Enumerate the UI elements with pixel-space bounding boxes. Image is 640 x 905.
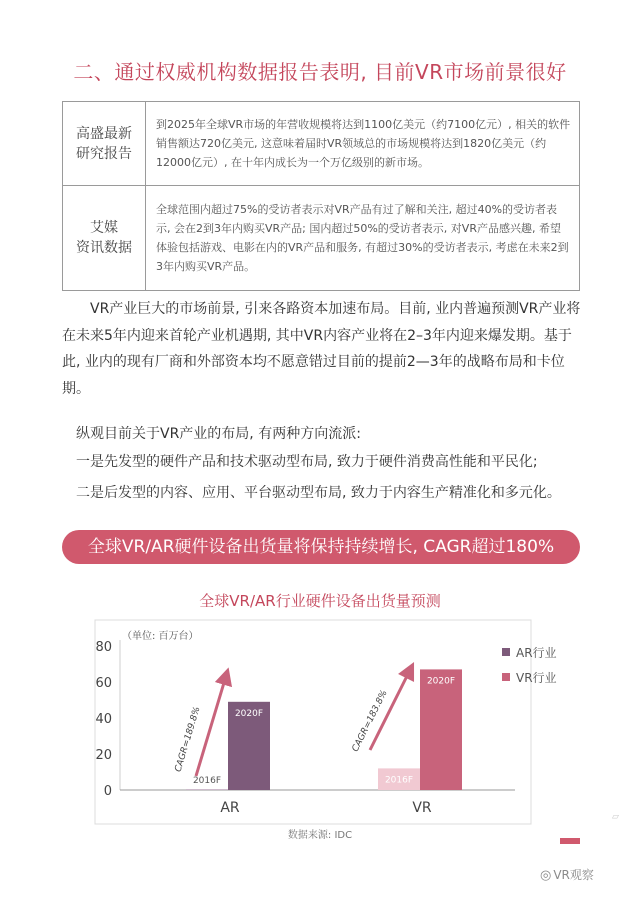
bar-label: 2020F xyxy=(426,676,456,687)
watermark xyxy=(540,866,594,883)
y-tick-label: 40 xyxy=(95,712,112,727)
headline-banner: 全球VR/AR硬件设备出货量将保持持续增长, CAGR超过180% xyxy=(62,530,580,564)
y-tick-label: 60 xyxy=(95,676,112,691)
source-name: 资讯数据 xyxy=(76,240,132,256)
cagr-label: CAGR=183.8% xyxy=(350,688,390,754)
chart-title: 全球VR/AR行业硬件设备出货量预测 xyxy=(199,592,441,610)
paragraph: VR产业巨大的市场前景, 引来各路资本加速布局。目前, 业内普遍预测VR产业将在未来5年内迎来首轮产业机遇期, 其中VR内容产业将在2–3年内迎来爆发期。基于此, 业内的现有厂商和外部资本均不愿意错过目前的提前2—3年的战略布局和卡位期。 xyxy=(62,301,581,397)
footer-bar xyxy=(560,838,580,844)
bar-ar-2016f xyxy=(186,789,228,790)
bar-label: 2016F xyxy=(384,775,414,786)
chart-source: 数据来源: IDC xyxy=(287,830,353,841)
paragraph: 纵观目前关于VR产业的布局, 有两种方向流派: xyxy=(76,426,361,442)
bar-label: 2020F xyxy=(234,708,264,719)
source-name: 研究报告 xyxy=(76,145,132,162)
section-title: 二、通过权威机构数据报告表明, 目前VR市场前景很好 xyxy=(73,60,567,84)
bar-label: 2016F xyxy=(192,776,222,786)
watermark-text: VR观察 xyxy=(553,868,594,882)
y-tick-label: 80 xyxy=(95,640,112,655)
source-name: 艾媒 xyxy=(90,220,118,236)
wechat-icon: ◎ xyxy=(540,868,552,883)
legend-label: AR行业 xyxy=(516,646,557,660)
source-name: 高盛最新 xyxy=(76,125,132,142)
paragraph: 二是后发型的内容、应用、平台驱动型布局, 致力于内容生产精准化和多元化。 xyxy=(76,485,561,501)
cagr-label: CAGR=189.8% xyxy=(173,705,203,774)
paragraph: 一是先发型的硬件产品和技术驱动型布局, 致力于硬件消费高性能和平民化; xyxy=(76,454,538,470)
y-tick-label: 0 xyxy=(103,784,112,799)
chart-frame xyxy=(95,620,531,824)
corner-mark: ▱ xyxy=(612,812,619,822)
source-text: 到2025年全球VR市场的年营收规模将达到1100亿美元（约7100亿元）, 相关的软件销售额达720亿美元, 这意味着届时VR领域总的市场规模将达到1820亿美元（约12000亿元）, 在十年内成长为一个万亿级别的新市场。 xyxy=(146,102,580,186)
unit-label: （单位: 百万台） xyxy=(122,631,199,642)
source-text: 全球范围内超过75%的受访者表示对VR产品有过了解和关注, 超过40%的受访者表示, 会在2到3年内购买VR产品; 国内超过50%的受访者表示, 对VR产品感兴趣, 希望体验包括游戏、电影在内的VR产品和服务, 有超过30%的受访者表示, 考虑在未来2到3年内购买VR产品。 xyxy=(146,186,580,291)
x-tick-label: VR xyxy=(412,800,432,816)
legend-swatch xyxy=(502,648,510,656)
y-tick-label: 20 xyxy=(95,748,112,763)
x-tick-label: AR xyxy=(220,800,240,816)
cagr-arrow xyxy=(196,676,226,776)
legend-swatch xyxy=(502,673,510,681)
bar-vr-2020f xyxy=(420,669,462,790)
legend-label: VR行业 xyxy=(516,671,557,685)
